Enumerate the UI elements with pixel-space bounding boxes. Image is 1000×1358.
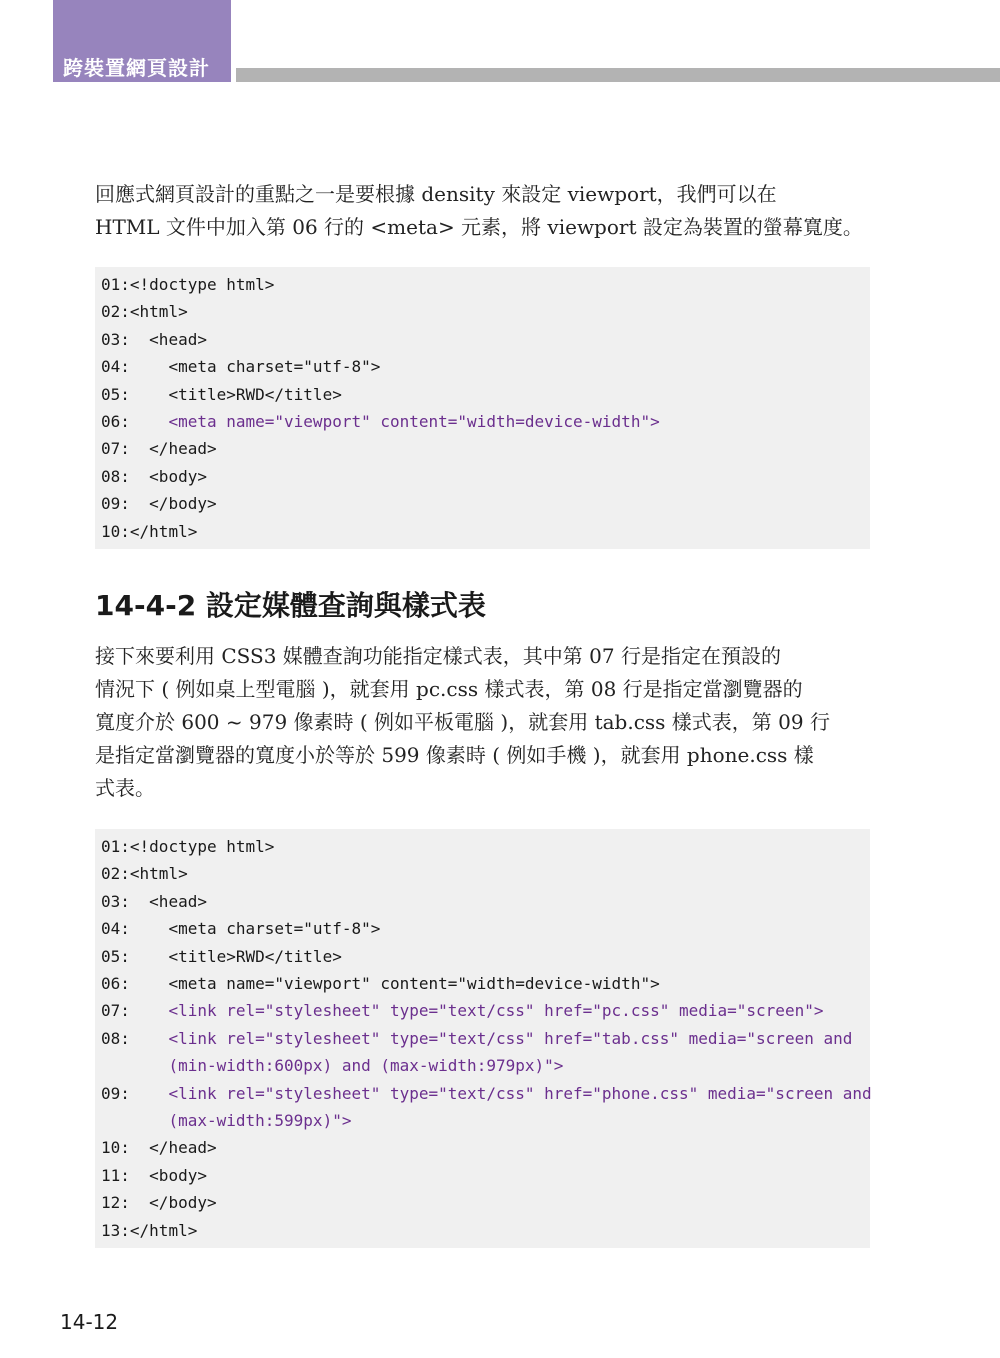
code-line-text: </body> xyxy=(129,494,217,514)
code-line-number: 09: xyxy=(101,494,130,514)
code-line-text: </html> xyxy=(129,1220,198,1240)
book-title-tab xyxy=(53,0,231,82)
code-line-text: <html> xyxy=(129,302,188,322)
intro-paragraph xyxy=(95,178,870,244)
code-line-number: 07: xyxy=(101,439,130,459)
code-line xyxy=(101,518,864,545)
code-line-number: 10: xyxy=(101,521,130,541)
code-line-number: 02: xyxy=(101,302,130,322)
code-line xyxy=(101,326,864,353)
code-line xyxy=(101,888,864,915)
section-heading: 14-4-2 設定媒體查詢與樣式表 xyxy=(95,589,486,622)
code-line-number: 04: xyxy=(101,919,130,939)
code-line xyxy=(101,1189,864,1216)
code-line-number: 05: xyxy=(101,384,130,404)
code-line-text: <link rel="stylesheet" type="text/css" href="pc.css" media="screen"> xyxy=(129,1001,824,1021)
code-line-number: 06: xyxy=(101,974,130,994)
code-line-number: 06: xyxy=(101,412,130,432)
code-line xyxy=(101,435,864,462)
code-line-number: 04: xyxy=(101,357,130,377)
code-line-number: 12: xyxy=(101,1193,130,1213)
intro-line: 回應式網頁設計的重點之一是要根據 density 來設定 viewport，我們可以在 xyxy=(95,182,777,206)
code-line-number: 08: xyxy=(101,466,130,486)
code-line xyxy=(101,463,864,490)
code-block-viewport xyxy=(95,267,870,549)
body-line: 式表。 xyxy=(95,776,155,800)
code-line xyxy=(101,1107,864,1134)
code-line-number: 03: xyxy=(101,329,130,349)
code-line xyxy=(101,353,864,380)
body-paragraph xyxy=(95,640,870,805)
code-line-number xyxy=(101,1056,130,1075)
code-line-text: <title>RWD</title> xyxy=(129,384,342,404)
code-line xyxy=(101,915,864,942)
code-line-number: 01: xyxy=(101,275,130,294)
code-line xyxy=(101,298,864,325)
body-line: 寬度介於 600 ~ 979 像素時 ( 例如平板電腦 )，就套用 tab.css 樣式表，第 09 行 xyxy=(95,710,830,734)
code-line-number: 05: xyxy=(101,946,130,966)
code-line xyxy=(101,1217,864,1244)
code-line-text: </html> xyxy=(129,521,198,541)
code-line xyxy=(101,833,864,860)
code-line xyxy=(101,1025,864,1052)
book-title: 跨裝置網頁設計 xyxy=(63,56,210,80)
page-number: 14-12 xyxy=(60,1310,119,1334)
code-line-text: <body> xyxy=(129,1165,207,1185)
code-line-text: (max-width:599px)"> xyxy=(129,1111,352,1131)
code-line-number: 11: xyxy=(101,1165,130,1185)
code-line-number: 07: xyxy=(101,1001,130,1021)
code-line-text: <head> xyxy=(129,891,207,911)
code-line-text: <link rel="stylesheet" type="text/css" href="phone.css" media="screen and xyxy=(129,1083,872,1103)
code-line-number: 13: xyxy=(101,1220,130,1240)
code-line xyxy=(101,490,864,517)
code-line xyxy=(101,1134,864,1161)
code-line-text: </head> xyxy=(129,1138,217,1158)
body-line: 接下來要利用 CSS3 媒體查詢功能指定樣式表，其中第 07 行是指定在預設的 xyxy=(95,644,781,668)
code-line xyxy=(101,997,864,1024)
code-line-number: 02: xyxy=(101,864,130,884)
code-line-text: </head> xyxy=(129,439,217,459)
code-line-text: <title>RWD</title> xyxy=(129,946,342,966)
code-line-text: <meta charset="utf-8"> xyxy=(129,357,381,377)
code-block-media-queries xyxy=(95,829,870,1248)
code-line xyxy=(101,271,864,298)
code-line-text: (min-width:600px) and (max-width:979px)"> xyxy=(129,1056,564,1076)
code-line xyxy=(101,970,864,997)
code-line xyxy=(101,1080,872,1107)
code-line-text: <meta charset="utf-8"> xyxy=(129,919,381,939)
code-line-text: <!doctype html> xyxy=(129,275,275,294)
code-line xyxy=(101,860,864,887)
intro-line: HTML 文件中加入第 06 行的 <meta> 元素，將 viewport 設定為裝置的螢幕寬度。 xyxy=(95,215,863,239)
code-line xyxy=(101,381,864,408)
code-line-number xyxy=(101,1111,130,1130)
code-line-number: 01: xyxy=(101,837,130,856)
code-line-text: <body> xyxy=(129,466,207,486)
code-line-text: <link rel="stylesheet" type="text/css" href="tab.css" media="screen and xyxy=(129,1028,853,1048)
code-line xyxy=(101,1162,864,1189)
code-line-text: <meta name="viewport" content="width=device-width"> xyxy=(129,412,660,432)
code-line-number: 10: xyxy=(101,1138,130,1158)
code-line-text: <!doctype html> xyxy=(129,837,275,856)
code-line xyxy=(101,943,864,970)
code-line-number: 03: xyxy=(101,891,130,911)
code-line-text: <meta name="viewport" content="width=device-width"> xyxy=(129,974,660,994)
code-line-text: <html> xyxy=(129,864,188,884)
header-bar xyxy=(236,68,1000,82)
code-line-text: <head> xyxy=(129,329,207,349)
body-line: 情況下 ( 例如桌上型電腦 )，就套用 pc.css 樣式表，第 08 行是指定當瀏覽器的 xyxy=(95,677,803,701)
code-line-number: 09: xyxy=(101,1083,130,1103)
code-line xyxy=(101,408,864,435)
code-line-text: </body> xyxy=(129,1193,217,1213)
code-line-number: 08: xyxy=(101,1028,130,1048)
body-line: 是指定當瀏覽器的寬度小於等於 599 像素時 ( 例如手機 )，就套用 phone.css 樣 xyxy=(95,743,814,767)
code-line xyxy=(101,1052,864,1079)
